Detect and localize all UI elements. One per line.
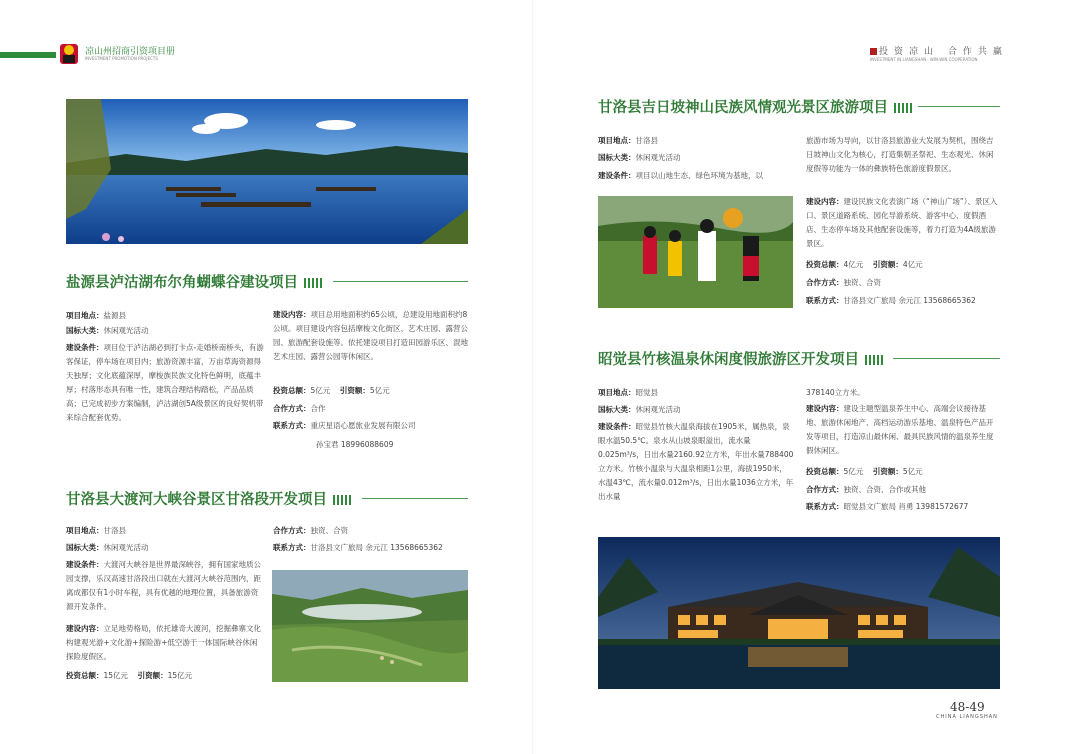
project-contact: 联系方式：昭觉县文广旅局 肖勇 13981572677 xyxy=(806,502,969,511)
title-rule xyxy=(362,498,468,499)
magazine-name: CHINA LIANGSHAN xyxy=(936,714,998,720)
project-location: 项目地点：昭觉县 xyxy=(598,388,658,397)
title-dots-icon xyxy=(865,355,883,365)
project-content: 建设内容：立足地势格局，依托雄奇大渡河，挖掘彝寨文化构建观光游+文化游+探险游+低空游于一体国际峡谷休闲探险度假区。 xyxy=(66,624,261,661)
project-category: 国标大类：休闲观光活动 xyxy=(66,326,149,335)
project-investment: 投资总额：5亿元 引资额：5亿元 xyxy=(806,467,923,476)
header-slogan: 投资凉山 合作共赢 xyxy=(870,44,1008,57)
project-contact: 联系方式：重庆星语心愿旅业发展有限公司 xyxy=(273,421,416,430)
project-category: 国标大类：休闲观光活动 xyxy=(598,153,681,162)
project-conditions: 建设条件：大渡河大峡谷是世界最深峡谷，拥有国家地质公园支撑，乐汉高速甘洛段出口就在大渡河大峡谷范围内，距离成都仅有1小时车程，具有优越的地理位置，具备旅游资源开发条件。 xyxy=(66,560,261,611)
project-investment: 投资总额：15亿元 引资额：15亿元 xyxy=(66,671,193,680)
header-green-bar xyxy=(0,52,56,58)
project-investment: 投资总额：5亿元 引资额：5亿元 xyxy=(273,386,390,395)
project-title: 昭觉县竹核温泉休闲度假旅游区开发项目 xyxy=(598,348,883,369)
yi-dance-photo xyxy=(598,196,793,308)
project-location: 项目地点：甘洛县 xyxy=(66,526,126,535)
project-content: 建设内容：项目总用地面积约65公顷，总建设用地面积约8公顷。项目建设内容包括摩梭文化街区、艺术庄园、露营公园、旅游配套设施等。依托建设项目打造田园游乐区、混地艺术庄园、露营公园等休闲区。 xyxy=(273,310,468,361)
project-title: 盐源县泸沽湖布尔角蝴蝶谷建设项目 xyxy=(66,271,322,292)
project-cooperation: 合作方式：合作 xyxy=(273,404,326,413)
title-dots-icon xyxy=(894,103,912,113)
hot-spring-resort-photo xyxy=(598,537,1000,689)
project-contact: 联系方式：甘洛县文广旅局 余元江 13568665362 xyxy=(806,296,976,305)
project-conditions-continued: 378140立方米。 xyxy=(806,388,865,397)
page-number: 48-49 xyxy=(950,700,985,714)
header-slogan-en: INVESTMENT IN LIANGSHAN · WIN-WIN COOPERATION xyxy=(870,57,978,62)
slogan-dot-icon xyxy=(870,48,877,55)
project-category: 国标大类：休闲观光活动 xyxy=(598,405,681,414)
project-location: 项目地点：盐源县 xyxy=(66,311,126,320)
project-category: 国标大类：休闲观光活动 xyxy=(66,543,149,552)
project-cooperation: 合作方式：独资、合资、合作或其他 xyxy=(806,485,926,494)
brand-subtitle-en: INVESTMENT PROMOTION PROJECTS xyxy=(85,56,158,61)
title-rule xyxy=(333,281,468,282)
project-title: 甘洛县大渡河大峡谷景区甘洛段开发项目 xyxy=(66,488,351,509)
project-content: 建设内容：建设民族文化表演广场（“神山广场”）、景区入口、景区道路系统、园化导游系统、游客中心、度假酒店、生态停车场及其他配套设施等，着力打造为4A级旅游景区。 xyxy=(806,197,998,248)
brand-title: 凉山州招商引资项目册 xyxy=(85,47,176,57)
project-cooperation: 合作方式：独资、合资 xyxy=(806,278,881,287)
liangshan-logo-icon xyxy=(58,40,80,66)
project-conditions: 建设条件：昭觉县竹核大温泉海拔在1905米，属热泉，泉眼水温50.5℃。泉水从山坡泉眼溢出，流水量0.025m³/s，日出水量2160.92立方米，年出水量788400立方米。竹核小温泉与大温泉相距1公里，海拔1950米，水温43℃，流水量0.012m³/s，日出水量1036立方米，年出水量 xyxy=(598,422,794,501)
canyon-aerial-photo xyxy=(272,570,468,682)
project-conditions-continued: 旅游市场为导向，以甘洛县旅游业大发展为契机，围绕吉日坡神山文化为核心，打造集朝圣祭祀、生态观光、休闲度假等功能为一体的彝族特色旅游度假景区。 xyxy=(806,136,994,173)
project-content: 建设内容：建设主题型温泉养生中心、高端会议接待基地、旅游休闲地产、高档运动游乐基地、温泉特色产品开发等项目，打造凉山最休闲、最具民族风情的温泉养生度假休闲区。 xyxy=(806,404,994,455)
project-title: 甘洛县吉日坡神山民族风情观光景区旅游项目 xyxy=(598,96,912,117)
page-gutter xyxy=(532,0,534,754)
project-cooperation: 合作方式：独资、合资 xyxy=(273,526,348,535)
project-location: 项目地点：甘洛县 xyxy=(598,136,658,145)
lugu-lake-photo xyxy=(66,99,468,244)
project-conditions: 建设条件：项目以山地生态、绿色环境为基地，以 xyxy=(598,171,763,180)
project-conditions: 建设条件：项目位于泸沽湖必到打卡点-走婚桥南桥头，有游客保证，停车场在项目内；旅游资源丰富，万亩草海资源得天独厚；文化底蕴深厚，摩梭族民族文化特色鲜明，底蕴丰厚；村落形态具有唯一性，建筑合理结构踏松，产品品质高；已完成初步方案编制，泸沽湖创5A级景区的良好契机带来综合配套优势。 xyxy=(66,343,264,422)
title-dots-icon xyxy=(304,278,322,288)
title-rule xyxy=(893,358,1000,359)
title-rule xyxy=(918,106,1000,107)
project-contact: 联系方式：甘洛县文广旅局 余元江 13568665362 xyxy=(273,543,443,552)
title-dots-icon xyxy=(333,495,351,505)
project-investment: 投资总额：4亿元 引资额：4亿元 xyxy=(806,260,923,269)
project-contact-person: 孙宝君 18996088609 xyxy=(316,440,394,449)
